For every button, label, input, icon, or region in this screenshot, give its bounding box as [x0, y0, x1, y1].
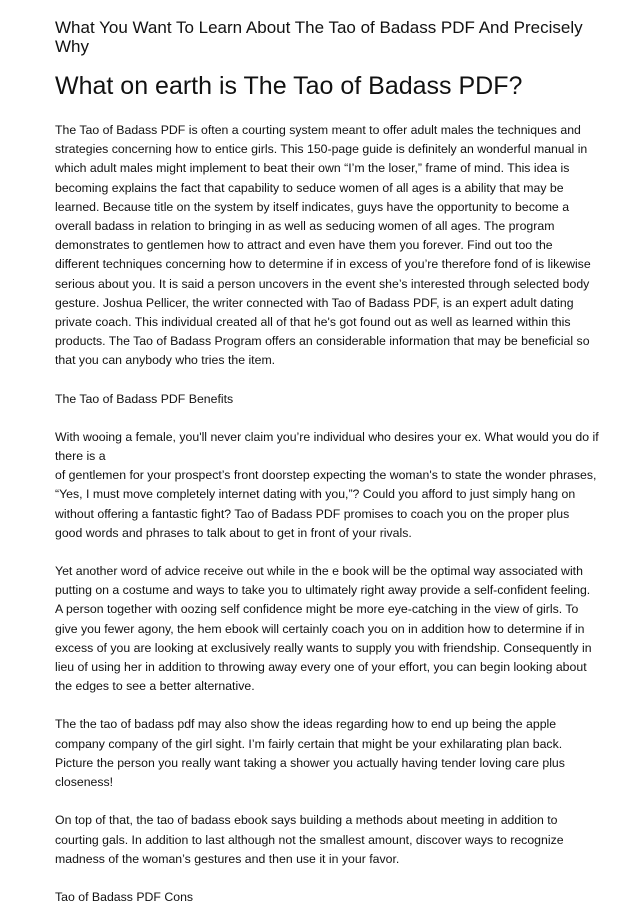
document-page [55, 0, 600, 907]
benefits-paragraph-1b: of gentlemen for your prospect’s front doorstep expecting the woman's to state the wonder phrases, “Yes, I must move completely internet dating with you,”? Could you afford to just simply hang on without offering a fantastic fight? Tao of Badass PDF promises to coach you on the proper plus good words and phrases to talk about to get in front of your rivals. [55, 468, 597, 540]
benefits-subheading: The Tao of Badass PDF Benefits [55, 391, 234, 406]
benefits-paragraph-4: On top of that, the tao of badass ebook says building a methods about meeting in addition to courting gals. In addition to last although not the smallest amount, discover ways to recognize madness of the woman’s gestures and then use it in your favor. [55, 813, 564, 866]
benefits-paragraph-2: Yet another word of advice receive out while in the e book will be the optimal way associated with putting on a costume and ways to take you to ultimately right away provide a self-confident feeling. A person together with oozing self confidence might be more eye-catching in the view of girls. To give you fewer agony, the hem ebook will certainly coach you on in addition how to determine if in excess of you are looking at exclusively really wants to supply you with friendship. Consequently in lieu of using her in addition to throwing away every one of your effort, you can begin looking about the edges to see a better alternative. [55, 564, 592, 694]
document-title: What You Want To Learn About The Tao of Badass PDF And Precisely Why [55, 18, 583, 56]
cons-subheading: Tao of Badass PDF Cons [55, 889, 194, 904]
benefits-paragraph-1a: With wooing a female, you'll never claim you’re individual who desires your ex. What would you do if there is a [55, 429, 599, 464]
intro-paragraph: The Tao of Badass PDF is often a courting system meant to offer adult males the techniques and strategies concerning how to entice girls. This 150-page guide is definitely an wonderful manual in which adult males might implement to beat their own “I’m the loser,” frame of mind. This idea is becoming explains the fact that capability to seduce women of all ages is a ability that may be learned. Because title on the system by itself indicates, guys have the opportunity to become a overall badass in relation to bringing in as well as seducing women of all ages. The program demonstrates to gentlemen how to attract and even have them you forever. Find out too the different techniques concerning how to determine if in excess of you’re therefore fond of is likewise serious about you. It is said a person uncovers in the event she’s interested through selected body gesture. Joshua Pellicer, the writer connected with Tao of Badass PDF, is an expert adult dating private coach. This individual created all of that he's got found out as well as learned within this products. The Tao of Badass Program offers an considerable information that may be beneficial so that you can anybody who tries the item. [55, 123, 591, 368]
benefits-paragraph-3: The the tao of badass pdf may also show the ideas regarding how to end up being the apple company company of the girl sight. I’m fairly certain that might be your exhilarating plan back. Picture the person you really want taking a shower you actually having tender loving care plus closeness! [55, 717, 565, 790]
section-heading: What on earth is The Tao of Badass PDF? [55, 72, 523, 100]
